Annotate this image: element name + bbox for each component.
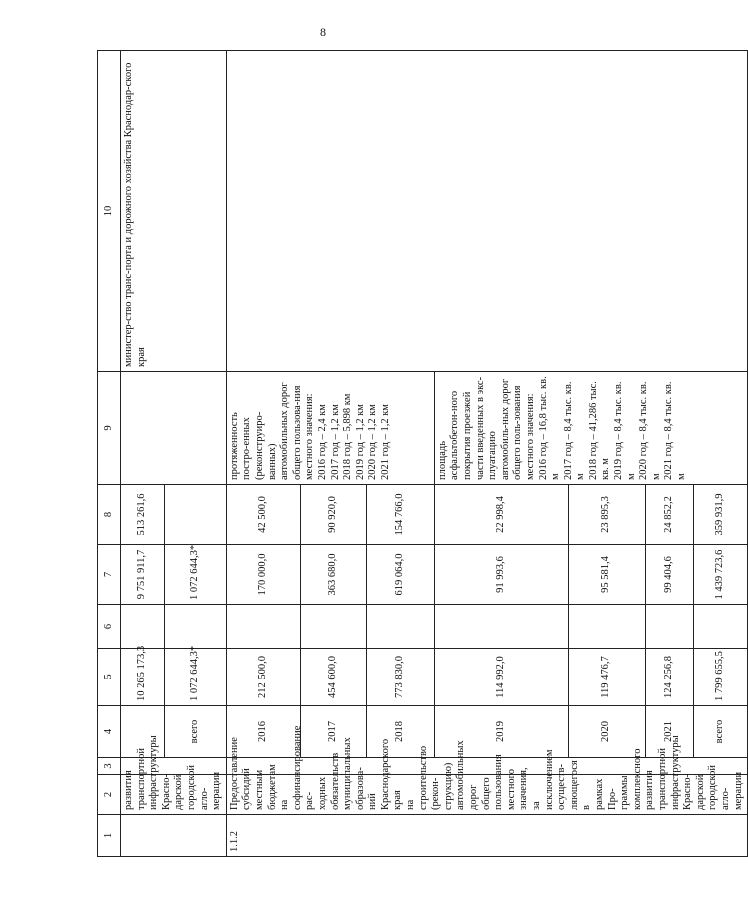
year-cell: всего [694,706,748,758]
regional-cell: 1 072 644,3* [164,545,226,605]
year-cell: 2019 [434,706,568,758]
header-cell: 3 [98,758,121,775]
local-cell: 42 500,0 [226,485,300,545]
regional-cell: 91 993,6 [434,545,568,605]
result-cell: площадь асфальтобетон-ного покрытия проезжей части введенных в экс-плуатацию автомобиль-ных дорог общего поль-зования местного значения: 2016 год – 16,8 тыс. кв. м 2017 год – 8,4 тыс. кв. м 2018 год – 41,286 тыс. кв. м 2019 год – 8,4 тыс. кв. м 2020 год – 8,4 тыс. кв. м 2021 год – 8,4 тыс. кв. м [434,372,747,485]
row-number-cell [121,815,227,857]
total-cell: 10 265 173,3 [121,649,165,706]
measure-name-cell: развития транспортной инфраструктуры Красно-дарской городской агло-мерации [121,775,227,815]
local-cell: 90 920,0 [300,485,366,545]
year-cell: всего [164,706,226,758]
header-cell: 8 [98,485,121,545]
executor-cell: министер-ство транс-порта и дорожного хозяйства Краснодар-ского края [121,51,227,372]
program-table [97,50,748,857]
total-cell: 454 600,0 [300,649,366,706]
page-number: 8 [320,25,326,39]
federal-cell [226,605,300,649]
federal-cell [434,605,568,649]
regional-cell: 9 751 911,7 [121,545,165,605]
header-cell: 5 [98,649,121,706]
regional-cell: 363 680,0 [300,545,366,605]
table-row [226,51,300,857]
regional-cell: 619 064,0 [366,545,434,605]
year-cell: 2018 [366,706,434,758]
measure-name-cell: Предоставление субсидий местным бюджетам на софинансирование рас-ходных обязательств муниципальных образова-ний Краснодарского края на строительство (рекон-струкцию) автомобильных дорог общего пользования местного значения, за исключением осуществ-ляющегося в рамках Про-граммы комплексного развития транспортной инфраструктуры Красно-дарской городской агло-мерации [226,775,747,815]
local-cell: 23 895,3 [568,485,645,545]
total-cell: 1 799 655,5 [694,649,748,706]
year-cell: 2020 [568,706,645,758]
federal-cell [645,605,693,649]
year-cell: 2017 [300,706,366,758]
table-row [121,51,165,857]
year-cell: 2016 [226,706,300,758]
local-cell: 359 931,9 [694,485,748,545]
executor-cell [226,51,747,372]
header-row [98,51,121,857]
regional-cell: 1 439 723,6 [694,545,748,605]
federal-cell [121,605,165,649]
regional-cell: 95 581,4 [568,545,645,605]
local-cell: 513 261,6 [121,485,165,545]
local-cell: 154 766,0 [366,485,434,545]
federal-cell [366,605,434,649]
local-cell: 22 998,4 [434,485,568,545]
result-cell [121,372,227,485]
local-cell [164,485,226,545]
header-cell: 2 [98,775,121,815]
header-cell: 6 [98,605,121,649]
total-cell: 212 500,0 [226,649,300,706]
total-cell: 124 256,8 [645,649,693,706]
total-cell: 119 476,7 [568,649,645,706]
year-cell: 2021 [645,706,693,758]
header-cell: 10 [98,51,121,372]
row-number-cell: 1.1.2 [226,815,747,857]
header-cell: 7 [98,545,121,605]
federal-cell [568,605,645,649]
regional-cell: 99 404,6 [645,545,693,605]
total-cell: 773 830,0 [366,649,434,706]
federal-cell [694,605,748,649]
total-cell: 114 992,0 [434,649,568,706]
local-cell: 24 852,2 [645,485,693,545]
header-cell: 4 [98,706,121,758]
federal-cell [164,605,226,649]
total-cell: 1 072 644,3* [164,649,226,706]
header-cell: 1 [98,815,121,857]
result-cell: протяженность постро-енных (реконструиро-ванных) автомобильных дорог общего пользова-ния местного значения: 2016 год – 2,4 км 2017 год – 1,2 км 2018 год – 5,898 км 2019 год – 1,2 км 2020 год – 1,2 км 2021 год – 1,2 км [226,372,434,485]
header-cell: 9 [98,372,121,485]
rotated-table-wrapper [97,51,744,857]
federal-cell [300,605,366,649]
regional-cell: 170 000,0 [226,545,300,605]
